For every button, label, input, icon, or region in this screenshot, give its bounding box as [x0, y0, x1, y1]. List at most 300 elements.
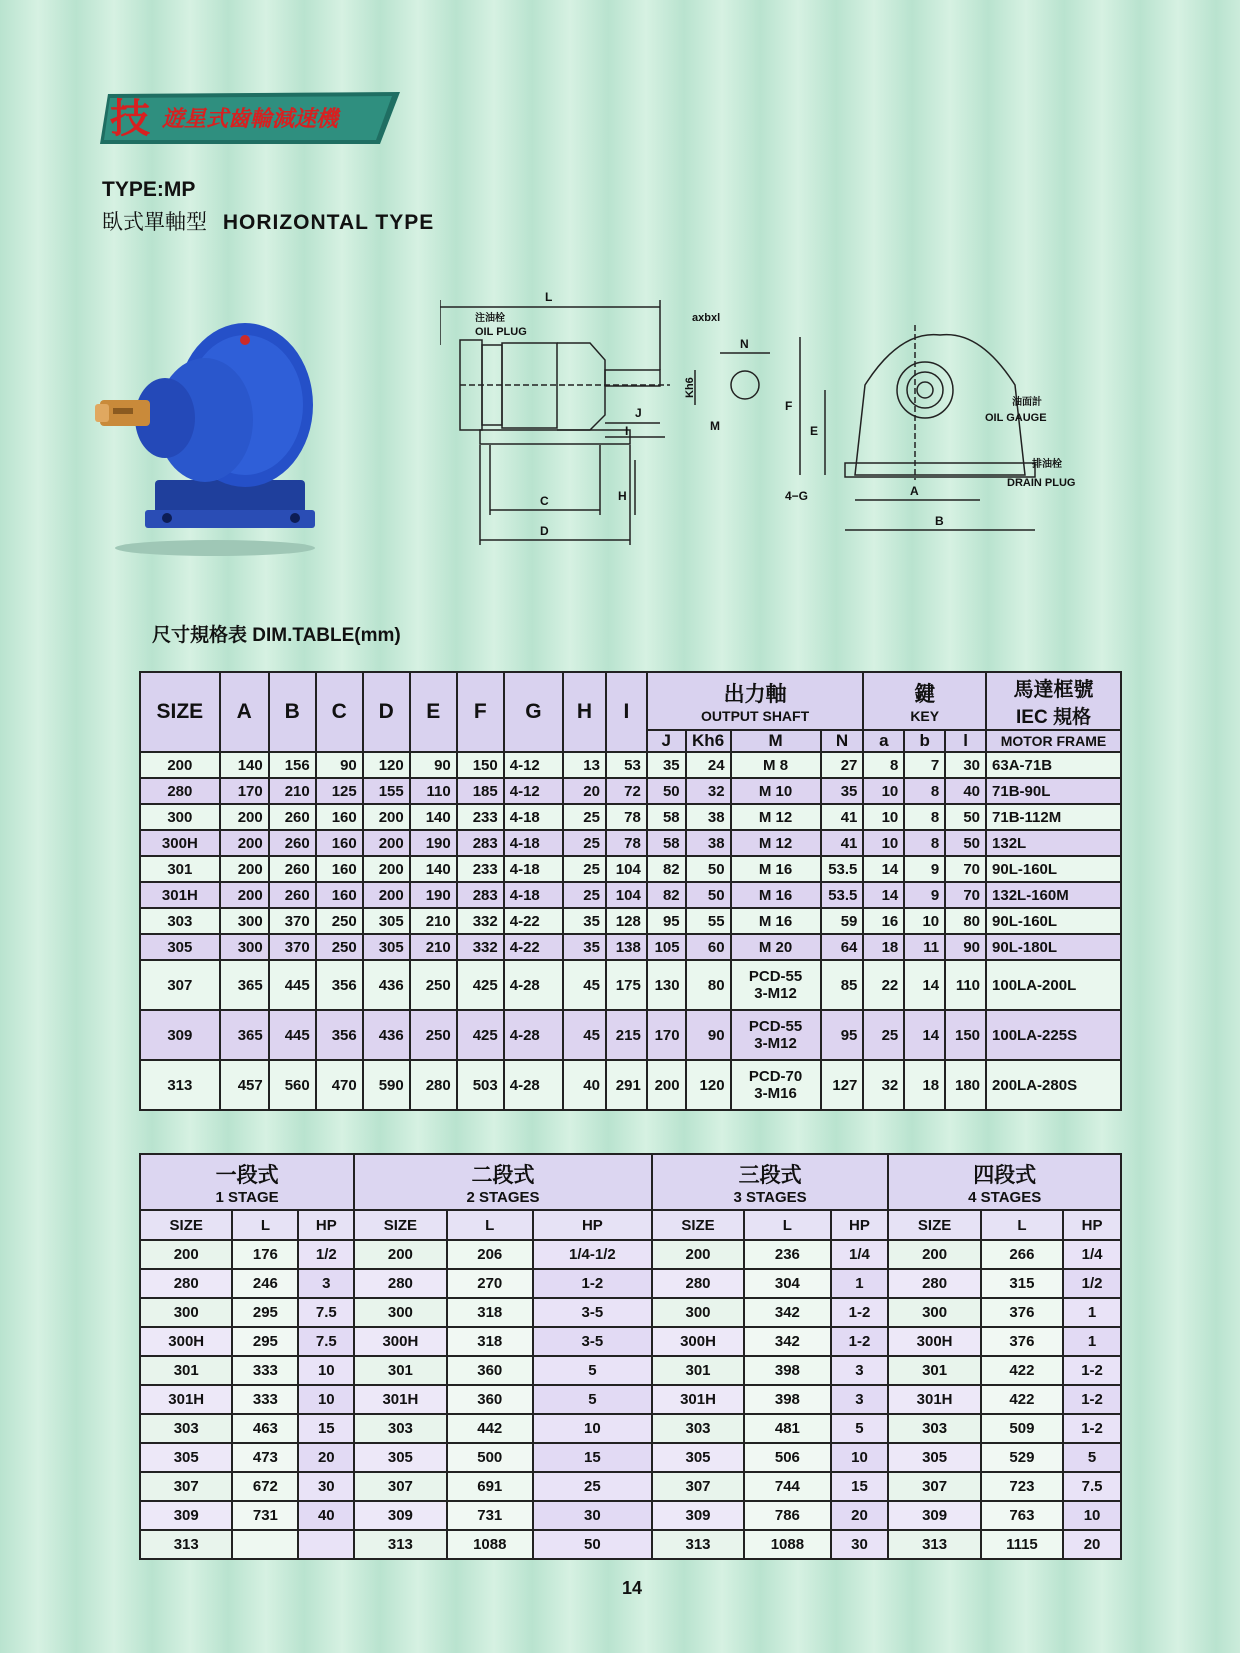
type-en: HORIZONTAL TYPE [222, 211, 435, 234]
output-shaft-cn: 出力軸 [723, 683, 787, 706]
label-Kh6: Kh6 [684, 377, 696, 398]
stage-cell: 15 [298, 1414, 354, 1443]
cell-a: 457 [220, 1060, 269, 1110]
cell-m [731, 908, 821, 934]
cell-m [731, 830, 821, 856]
cell-h: 13 [563, 752, 606, 778]
stage-cell: 318 [447, 1298, 533, 1327]
table-row [140, 778, 1121, 804]
stage-cell: 1-2 [1063, 1414, 1121, 1443]
stage-cell: 333 [232, 1356, 298, 1385]
cell-i: 128 [606, 908, 647, 934]
col-l: l [945, 730, 986, 752]
cell-l: 70 [945, 856, 986, 882]
cell-m-line1: M 16 [758, 860, 793, 878]
cell-j: 58 [647, 830, 686, 856]
cell-e: 140 [410, 804, 457, 830]
stage-cell: 301H [354, 1385, 446, 1414]
stage-cell: 3 [831, 1385, 889, 1414]
cell-i: 78 [606, 830, 647, 856]
output-shaft-en: OUTPUT SHAFT [701, 708, 810, 724]
stage-cell: 176 [232, 1240, 298, 1269]
stage-cell: 246 [232, 1269, 298, 1298]
motor-cn2: IEC 規格 [1016, 707, 1091, 728]
stage-cell: 763 [981, 1501, 1063, 1530]
stage-cell [232, 1530, 298, 1559]
stage-cell: 376 [981, 1298, 1063, 1327]
stage-cell: 280 [888, 1269, 980, 1298]
cell-size: 313 [140, 1060, 220, 1110]
cell-motor: 200LA-280S [986, 1060, 1121, 1110]
col-I: I [606, 672, 647, 752]
cell-a: 14 [863, 882, 904, 908]
stage-cell: 398 [744, 1356, 830, 1385]
cell-a: 22 [863, 960, 904, 1010]
stage-cell: 442 [447, 1414, 533, 1443]
stage-cell: 303 [652, 1414, 744, 1443]
cell-motor: 90L-160L [986, 908, 1121, 934]
cell-k: 24 [686, 752, 731, 778]
cell-motor: 100LA-200L [986, 960, 1121, 1010]
stage-group-3 [652, 1154, 889, 1210]
cell-b: 7 [904, 752, 945, 778]
cell-m [731, 1010, 821, 1060]
stage-group-cn: 一段式 [215, 1163, 279, 1187]
cell-size: 307 [140, 960, 220, 1010]
stage-cell: 10 [298, 1356, 354, 1385]
stage-cell: 15 [831, 1472, 889, 1501]
stage-cell: 7.5 [298, 1327, 354, 1356]
motor-cn1: 馬達框號 [1013, 679, 1094, 701]
cell-l: 80 [945, 908, 986, 934]
cell-d: 200 [363, 856, 410, 882]
cell-j: 105 [647, 934, 686, 960]
label-oil-gauge-en: OIL GAUGE [985, 412, 1047, 424]
banner-logo: 技 [110, 96, 150, 142]
stage-cell: 1-2 [533, 1269, 652, 1298]
label-A: A [910, 484, 919, 498]
catalog-banner [100, 88, 405, 146]
stage-cell: 1-2 [831, 1298, 889, 1327]
stage-cell: 303 [888, 1414, 980, 1443]
label-D: D [540, 524, 549, 538]
stage-group-4 [888, 1154, 1121, 1210]
label-N: N [740, 337, 749, 351]
cell-j: 170 [647, 1010, 686, 1060]
stage-cell: 301 [354, 1356, 446, 1385]
stage-subheader: L [232, 1210, 298, 1240]
stage-cell: 280 [652, 1269, 744, 1298]
col-N: N [821, 730, 864, 752]
cell-k: 50 [686, 856, 731, 882]
cell-l: 30 [945, 752, 986, 778]
cell-e: 190 [410, 830, 457, 856]
cell-b: 260 [269, 856, 316, 882]
stage-cell: 20 [1063, 1530, 1121, 1559]
cell-f: 503 [457, 1060, 504, 1110]
cell-j: 95 [647, 908, 686, 934]
cell-m-line1: PCD-70 [748, 1068, 803, 1085]
stage-cell: 236 [744, 1240, 830, 1269]
stage-cell: 360 [447, 1356, 533, 1385]
stage-cell: 672 [232, 1472, 298, 1501]
stage-cell: 309 [888, 1501, 980, 1530]
stage-cell: 15 [533, 1443, 652, 1472]
cell-l: 50 [945, 830, 986, 856]
cell-motor: 132L-160M [986, 882, 1121, 908]
cell-b: 14 [904, 960, 945, 1010]
stage-cell: 200 [888, 1240, 980, 1269]
stage-cell: 786 [744, 1501, 830, 1530]
cell-m-line2: 3-M12 [754, 985, 797, 1002]
stage-subheader: L [744, 1210, 830, 1240]
table-row [140, 1472, 1121, 1501]
cell-l: 90 [945, 934, 986, 960]
stage-cell: 3-5 [533, 1298, 652, 1327]
cell-n: 41 [821, 804, 864, 830]
stage-cell: 509 [981, 1414, 1063, 1443]
stage-cell: 1/4-1/2 [533, 1240, 652, 1269]
stage-cell: 305 [354, 1443, 446, 1472]
label-E: E [810, 424, 819, 438]
cell-j: 200 [647, 1060, 686, 1110]
cell-j: 35 [647, 752, 686, 778]
cell-size: 300H [140, 830, 220, 856]
stage-cell: 1-2 [1063, 1385, 1121, 1414]
cell-d: 120 [363, 752, 410, 778]
cell-m-line1: M 8 [763, 756, 789, 774]
stage-cell: 266 [981, 1240, 1063, 1269]
cell-size: 303 [140, 908, 220, 934]
table-row [140, 1327, 1121, 1356]
stage-cell: 40 [298, 1501, 354, 1530]
cell-g: 4-28 [504, 1010, 563, 1060]
cell-i: 72 [606, 778, 647, 804]
cell-h: 20 [563, 778, 606, 804]
stage-table [139, 1153, 1122, 1560]
stage-cell [298, 1530, 354, 1559]
stage-subheader: SIZE [140, 1210, 232, 1240]
cell-c: 160 [316, 882, 363, 908]
key-cn: 鍵 [914, 683, 936, 706]
cell-a: 10 [863, 778, 904, 804]
cell-l: 110 [945, 960, 986, 1010]
table-row [140, 1060, 1121, 1110]
stage-cell: 200 [140, 1240, 232, 1269]
cell-size: 280 [140, 778, 220, 804]
cell-g: 4-18 [504, 830, 563, 856]
cell-c: 125 [316, 778, 363, 804]
label-drain-plug-en: DRAIN PLUG [1007, 477, 1076, 489]
key-header [863, 672, 986, 730]
cell-h: 25 [563, 804, 606, 830]
stage-cell: 301H [140, 1385, 232, 1414]
stage-cell: 5 [533, 1385, 652, 1414]
cell-k: 120 [686, 1060, 731, 1110]
cell-b: 8 [904, 804, 945, 830]
cell-k: 38 [686, 830, 731, 856]
stage-cell: 1/2 [1063, 1269, 1121, 1298]
stage-subheader: HP [298, 1210, 354, 1240]
cell-m [731, 778, 821, 804]
cell-d: 305 [363, 908, 410, 934]
stage-cell: 301 [888, 1356, 980, 1385]
cell-m-line1: PCD-55 [748, 968, 803, 985]
cell-m-line2: 3-M12 [754, 1035, 797, 1052]
stage-table-body [140, 1240, 1121, 1559]
stage-cell: 1-2 [831, 1327, 889, 1356]
cell-h: 35 [563, 908, 606, 934]
stage-cell: 20 [298, 1443, 354, 1472]
stage-cell: 305 [140, 1443, 232, 1472]
stage-cell: 313 [888, 1530, 980, 1559]
cell-k: 55 [686, 908, 731, 934]
stage-group-en: 2 STAGES [466, 1188, 540, 1206]
cell-c: 250 [316, 908, 363, 934]
cell-size: 309 [140, 1010, 220, 1060]
cell-b: 8 [904, 778, 945, 804]
stage-cell: 10 [1063, 1501, 1121, 1530]
cell-a: 300 [220, 908, 269, 934]
stage-cell: 300H [140, 1327, 232, 1356]
cell-d: 590 [363, 1060, 410, 1110]
cell-d: 200 [363, 830, 410, 856]
cell-n: 53.5 [821, 882, 864, 908]
stage-cell: 10 [831, 1443, 889, 1472]
stage-cell: 313 [140, 1530, 232, 1559]
stage-group-en: 4 STAGES [968, 1188, 1042, 1206]
cell-f: 283 [457, 830, 504, 856]
label-oil-gauge-cn: 油面計 [1012, 397, 1042, 408]
col-b: b [904, 730, 945, 752]
type-cn: 臥式單軸型 [102, 211, 207, 234]
cell-d: 200 [363, 882, 410, 908]
cell-b: 260 [269, 882, 316, 908]
cell-e: 250 [410, 1010, 457, 1060]
gear-reducer-photo [95, 310, 330, 560]
cell-b: 10 [904, 908, 945, 934]
cell-i: 104 [606, 856, 647, 882]
stage-cell: 309 [354, 1501, 446, 1530]
cell-d: 305 [363, 934, 410, 960]
cell-m-line1: M 16 [758, 886, 793, 904]
cell-f: 185 [457, 778, 504, 804]
stage-cell: 1/2 [298, 1240, 354, 1269]
cell-n: 95 [821, 1010, 864, 1060]
stage-group-header [140, 1154, 1121, 1210]
stage-cell: 307 [652, 1472, 744, 1501]
label-B: B [935, 514, 944, 528]
stage-cell: 307 [140, 1472, 232, 1501]
stage-sub-header [140, 1210, 1121, 1240]
stage-cell: 7.5 [1063, 1472, 1121, 1501]
cell-motor: 90L-160L [986, 856, 1121, 882]
cell-k: 32 [686, 778, 731, 804]
stage-cell: 304 [744, 1269, 830, 1298]
table-row [140, 830, 1121, 856]
table-row [140, 1240, 1121, 1269]
stage-cell: 1/4 [831, 1240, 889, 1269]
stage-cell: 50 [533, 1530, 652, 1559]
cell-b: 260 [269, 830, 316, 856]
stage-cell: 422 [981, 1356, 1063, 1385]
output-shaft-header [647, 672, 864, 730]
cell-g: 4-22 [504, 934, 563, 960]
cell-m-line1: M 12 [758, 808, 793, 826]
stage-subheader: L [981, 1210, 1063, 1240]
cell-g: 4-12 [504, 752, 563, 778]
cell-motor: 71B-112M [986, 804, 1121, 830]
cell-f: 332 [457, 934, 504, 960]
table-row [140, 1010, 1121, 1060]
cell-b: 445 [269, 960, 316, 1010]
cell-g: 4-12 [504, 778, 563, 804]
cell-a: 10 [863, 830, 904, 856]
cell-j: 50 [647, 778, 686, 804]
label-oil-plug-cn: 注油栓 [475, 313, 505, 324]
cell-n: 127 [821, 1060, 864, 1110]
stage-cell: 1 [1063, 1298, 1121, 1327]
stage-cell: 280 [140, 1269, 232, 1298]
label-L: L [545, 290, 553, 304]
stage-cell: 463 [232, 1414, 298, 1443]
label-F: F [785, 399, 793, 413]
cell-motor: 132L [986, 830, 1121, 856]
col-size: SIZE [140, 672, 220, 752]
cell-b: 370 [269, 908, 316, 934]
cell-m [731, 752, 821, 778]
label-C: C [540, 494, 549, 508]
stage-cell: 300H [652, 1327, 744, 1356]
col-B: B [269, 672, 316, 752]
col-F: F [457, 672, 504, 752]
cell-i: 215 [606, 1010, 647, 1060]
cell-b: 14 [904, 1010, 945, 1060]
stage-cell: 309 [652, 1501, 744, 1530]
cell-c: 160 [316, 804, 363, 830]
table-row [140, 1530, 1121, 1559]
stage-group-1 [140, 1154, 354, 1210]
cell-n: 27 [821, 752, 864, 778]
cell-c: 356 [316, 960, 363, 1010]
cell-l: 40 [945, 778, 986, 804]
cell-a: 18 [863, 934, 904, 960]
stage-cell: 200 [652, 1240, 744, 1269]
stage-cell: 731 [447, 1501, 533, 1530]
cell-i: 104 [606, 882, 647, 908]
stage-cell: 313 [354, 1530, 446, 1559]
stage-cell: 280 [354, 1269, 446, 1298]
stage-cell: 5 [831, 1414, 889, 1443]
table-row [140, 960, 1121, 1010]
stage-cell: 1 [1063, 1327, 1121, 1356]
cell-b: 445 [269, 1010, 316, 1060]
cell-d: 155 [363, 778, 410, 804]
cell-b: 9 [904, 856, 945, 882]
cell-m-line1: PCD-55 [748, 1018, 803, 1035]
cell-c: 470 [316, 1060, 363, 1110]
cell-l: 70 [945, 882, 986, 908]
stage-cell: 300 [652, 1298, 744, 1327]
cell-a: 365 [220, 1010, 269, 1060]
stage-cell: 307 [354, 1472, 446, 1501]
cell-f: 332 [457, 908, 504, 934]
table-row [140, 882, 1121, 908]
cell-h: 35 [563, 934, 606, 960]
table-row [140, 934, 1121, 960]
stage-cell: 295 [232, 1298, 298, 1327]
cell-j: 130 [647, 960, 686, 1010]
stage-cell: 305 [652, 1443, 744, 1472]
cell-a: 10 [863, 804, 904, 830]
stage-cell: 301 [652, 1356, 744, 1385]
cell-h: 45 [563, 1010, 606, 1060]
cell-l: 180 [945, 1060, 986, 1110]
stage-cell: 313 [652, 1530, 744, 1559]
cell-d: 436 [363, 1010, 410, 1060]
stage-cell: 3 [298, 1269, 354, 1298]
cell-m-line1: M 16 [758, 912, 793, 930]
cell-c: 90 [316, 752, 363, 778]
table-row [140, 1298, 1121, 1327]
cell-e: 110 [410, 778, 457, 804]
cell-g: 4-18 [504, 856, 563, 882]
stage-cell: 301H [888, 1385, 980, 1414]
cell-m-line1: M 20 [758, 938, 793, 956]
cell-n: 85 [821, 960, 864, 1010]
type-code: TYPE:MP [102, 178, 196, 201]
col-G: G [504, 672, 563, 752]
page-number: 14 [622, 1578, 643, 1598]
table-row [140, 1356, 1121, 1385]
cell-a: 8 [863, 752, 904, 778]
cell-motor: 63A-71B [986, 752, 1121, 778]
stage-subheader: SIZE [652, 1210, 744, 1240]
stage-cell: 3 [831, 1356, 889, 1385]
cell-g: 4-28 [504, 960, 563, 1010]
stage-cell: 10 [298, 1385, 354, 1414]
cell-j: 82 [647, 856, 686, 882]
cell-n: 64 [821, 934, 864, 960]
stage-cell: 307 [888, 1472, 980, 1501]
cell-k: 60 [686, 934, 731, 960]
cell-e: 250 [410, 960, 457, 1010]
motor-frame-header [986, 672, 1121, 730]
cell-a: 170 [220, 778, 269, 804]
cell-c: 160 [316, 830, 363, 856]
cell-m [731, 960, 821, 1010]
stage-cell: 30 [831, 1530, 889, 1559]
cell-h: 25 [563, 882, 606, 908]
cell-b: 9 [904, 882, 945, 908]
banner-title: 遊星式齒輪減速機 [162, 107, 339, 132]
cell-a: 300 [220, 934, 269, 960]
stage-cell: 300H [888, 1327, 980, 1356]
stage-cell: 30 [533, 1501, 652, 1530]
cell-f: 425 [457, 1010, 504, 1060]
stage-cell: 5 [533, 1356, 652, 1385]
cell-n: 59 [821, 908, 864, 934]
cell-f: 150 [457, 752, 504, 778]
cell-m-line1: M 10 [758, 782, 793, 800]
table-row [140, 1443, 1121, 1472]
cell-h: 45 [563, 960, 606, 1010]
table-row [140, 1414, 1121, 1443]
stage-cell: 200 [354, 1240, 446, 1269]
stage-cell: 295 [232, 1327, 298, 1356]
cell-m [731, 1060, 821, 1110]
stage-cell: 301 [140, 1356, 232, 1385]
